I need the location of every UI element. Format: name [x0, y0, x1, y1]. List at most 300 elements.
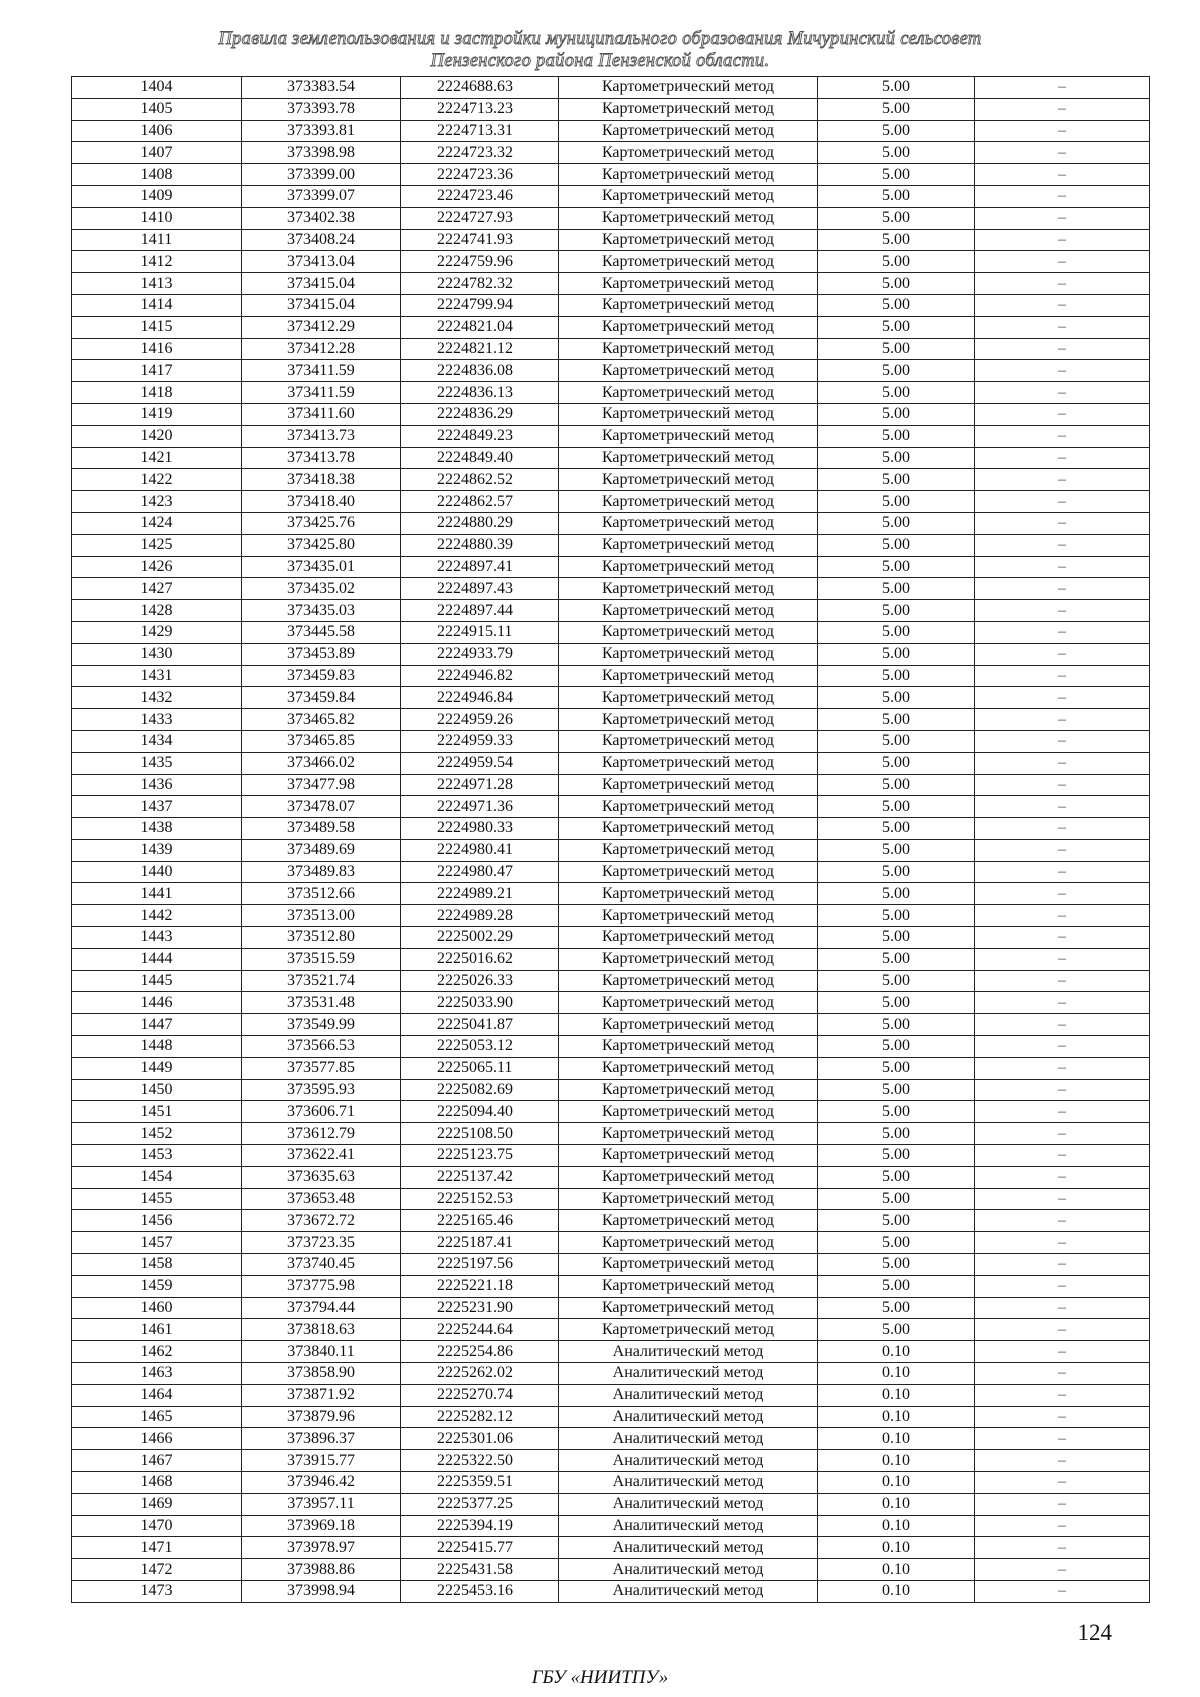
note-cell: – — [975, 491, 1150, 513]
coord-y-cell: 2225026.33 — [401, 970, 559, 992]
method-cell: Картометрический метод — [559, 469, 818, 491]
point-number-cell: 1415 — [72, 316, 242, 338]
coord-x-cell: 373879.96 — [242, 1406, 401, 1428]
point-number-cell: 1416 — [72, 338, 242, 360]
coord-y-cell: 2224849.23 — [401, 425, 559, 447]
accuracy-cell: 0.10 — [818, 1406, 975, 1428]
method-cell: Картометрический метод — [559, 709, 818, 731]
table-row — [72, 665, 1150, 687]
table-row — [72, 1406, 1150, 1428]
point-number-cell: 1466 — [72, 1428, 242, 1450]
method-cell: Аналитический метод — [559, 1406, 818, 1428]
table-row — [72, 512, 1150, 534]
accuracy-cell: 5.00 — [818, 403, 975, 425]
coord-y-cell: 2224849.40 — [401, 447, 559, 469]
coord-y-cell: 2224713.31 — [401, 120, 559, 142]
accuracy-cell: 5.00 — [818, 120, 975, 142]
method-cell: Аналитический метод — [559, 1559, 818, 1581]
point-number-cell: 1409 — [72, 185, 242, 207]
note-cell: – — [975, 1166, 1150, 1188]
coord-x-cell: 373653.48 — [242, 1188, 401, 1210]
accuracy-cell: 5.00 — [818, 1036, 975, 1058]
note-cell: – — [975, 1515, 1150, 1537]
point-number-cell: 1465 — [72, 1406, 242, 1428]
point-number-cell: 1451 — [72, 1101, 242, 1123]
table-row — [72, 1188, 1150, 1210]
note-cell: – — [975, 709, 1150, 731]
note-cell: – — [975, 1472, 1150, 1494]
point-number-cell: 1441 — [72, 883, 242, 905]
coord-x-cell: 373399.07 — [242, 185, 401, 207]
accuracy-cell: 5.00 — [818, 1079, 975, 1101]
accuracy-cell: 5.00 — [818, 905, 975, 927]
table-row — [72, 207, 1150, 229]
point-number-cell: 1459 — [72, 1275, 242, 1297]
coord-y-cell: 2224897.43 — [401, 578, 559, 600]
accuracy-cell: 5.00 — [818, 534, 975, 556]
coord-y-cell: 2224980.47 — [401, 861, 559, 883]
table-row — [72, 229, 1150, 251]
note-cell: – — [975, 1188, 1150, 1210]
method-cell: Аналитический метод — [559, 1493, 818, 1515]
method-cell: Картометрический метод — [559, 730, 818, 752]
note-cell: – — [975, 927, 1150, 949]
method-cell: Картометрический метод — [559, 1145, 818, 1167]
coord-y-cell: 2225231.90 — [401, 1297, 559, 1319]
note-cell: – — [975, 621, 1150, 643]
table-row — [72, 600, 1150, 622]
note-cell: – — [975, 316, 1150, 338]
coord-y-cell: 2225415.77 — [401, 1537, 559, 1559]
method-cell: Картометрический метод — [559, 883, 818, 905]
coord-y-cell: 2224897.41 — [401, 556, 559, 578]
note-cell: – — [975, 1014, 1150, 1036]
coord-y-cell: 2224782.32 — [401, 273, 559, 295]
coord-y-cell: 2225094.40 — [401, 1101, 559, 1123]
method-cell: Аналитический метод — [559, 1515, 818, 1537]
coord-y-cell: 2225065.11 — [401, 1057, 559, 1079]
point-number-cell: 1446 — [72, 992, 242, 1014]
table-row — [72, 338, 1150, 360]
accuracy-cell: 5.00 — [818, 709, 975, 731]
accuracy-cell: 5.00 — [818, 643, 975, 665]
method-cell: Картометрический метод — [559, 1275, 818, 1297]
coord-y-cell: 2225394.19 — [401, 1515, 559, 1537]
coord-x-cell: 373858.90 — [242, 1363, 401, 1385]
coord-y-cell: 2224933.79 — [401, 643, 559, 665]
coord-x-cell: 373383.54 — [242, 77, 401, 99]
method-cell: Аналитический метод — [559, 1384, 818, 1406]
point-number-cell: 1412 — [72, 251, 242, 273]
note-cell: – — [975, 164, 1150, 186]
coord-x-cell: 373415.04 — [242, 294, 401, 316]
method-cell: Аналитический метод — [559, 1341, 818, 1363]
coord-x-cell: 373978.97 — [242, 1537, 401, 1559]
note-cell: – — [975, 1275, 1150, 1297]
coord-x-cell: 373531.48 — [242, 992, 401, 1014]
accuracy-cell: 5.00 — [818, 796, 975, 818]
page-footer: ГБУ «НИИТПУ» — [531, 1667, 669, 1688]
method-cell: Картометрический метод — [559, 839, 818, 861]
table-row — [72, 120, 1150, 142]
method-cell: Картометрический метод — [559, 403, 818, 425]
method-cell: Картометрический метод — [559, 534, 818, 556]
accuracy-cell: 5.00 — [818, 992, 975, 1014]
point-number-cell: 1461 — [72, 1319, 242, 1341]
coord-x-cell: 373577.85 — [242, 1057, 401, 1079]
coord-y-cell: 2225137.42 — [401, 1166, 559, 1188]
point-number-cell: 1448 — [72, 1036, 242, 1058]
note-cell: – — [975, 643, 1150, 665]
accuracy-cell: 5.00 — [818, 883, 975, 905]
coord-y-cell: 2224959.33 — [401, 730, 559, 752]
coord-x-cell: 373606.71 — [242, 1101, 401, 1123]
note-cell: – — [975, 1057, 1150, 1079]
coord-y-cell: 2225123.75 — [401, 1145, 559, 1167]
coord-x-cell: 373513.00 — [242, 905, 401, 927]
accuracy-cell: 5.00 — [818, 1014, 975, 1036]
table-row — [72, 1580, 1150, 1602]
accuracy-cell: 5.00 — [818, 382, 975, 404]
note-cell: – — [975, 687, 1150, 709]
point-number-cell: 1408 — [72, 164, 242, 186]
point-number-cell: 1421 — [72, 447, 242, 469]
point-number-cell: 1429 — [72, 621, 242, 643]
accuracy-cell: 0.10 — [818, 1493, 975, 1515]
point-number-cell: 1406 — [72, 120, 242, 142]
accuracy-cell: 0.10 — [818, 1450, 975, 1472]
point-number-cell: 1430 — [72, 643, 242, 665]
accuracy-cell: 5.00 — [818, 578, 975, 600]
coord-y-cell: 2224723.46 — [401, 185, 559, 207]
coord-y-cell: 2224821.12 — [401, 338, 559, 360]
coord-y-cell: 2224989.28 — [401, 905, 559, 927]
table-row — [72, 752, 1150, 774]
method-cell: Картометрический метод — [559, 948, 818, 970]
accuracy-cell: 5.00 — [818, 970, 975, 992]
coord-y-cell: 2224836.29 — [401, 403, 559, 425]
point-number-cell: 1454 — [72, 1166, 242, 1188]
point-number-cell: 1450 — [72, 1079, 242, 1101]
coord-x-cell: 373818.63 — [242, 1319, 401, 1341]
table-row — [72, 818, 1150, 840]
accuracy-cell: 5.00 — [818, 185, 975, 207]
method-cell: Картометрический метод — [559, 1036, 818, 1058]
coord-y-cell: 2224959.26 — [401, 709, 559, 731]
method-cell: Картометрический метод — [559, 338, 818, 360]
table-row — [72, 1014, 1150, 1036]
note-cell: – — [975, 578, 1150, 600]
coord-y-cell: 2224821.04 — [401, 316, 559, 338]
table-row — [72, 578, 1150, 600]
accuracy-cell: 5.00 — [818, 1188, 975, 1210]
coord-x-cell: 373445.58 — [242, 621, 401, 643]
point-number-cell: 1452 — [72, 1123, 242, 1145]
point-number-cell: 1471 — [72, 1537, 242, 1559]
point-number-cell: 1428 — [72, 600, 242, 622]
coord-y-cell: 2224980.41 — [401, 839, 559, 861]
coord-x-cell: 373512.66 — [242, 883, 401, 905]
accuracy-cell: 0.10 — [818, 1384, 975, 1406]
method-cell: Картометрический метод — [559, 621, 818, 643]
method-cell: Картометрический метод — [559, 1014, 818, 1036]
point-number-cell: 1440 — [72, 861, 242, 883]
coord-y-cell: 2225041.87 — [401, 1014, 559, 1036]
coord-y-cell: 2224713.23 — [401, 98, 559, 120]
point-number-cell: 1422 — [72, 469, 242, 491]
table-row — [72, 142, 1150, 164]
method-cell: Картометрический метод — [559, 774, 818, 796]
coord-x-cell: 373515.59 — [242, 948, 401, 970]
coord-y-cell: 2224723.36 — [401, 164, 559, 186]
point-number-cell: 1444 — [72, 948, 242, 970]
coord-x-cell: 373969.18 — [242, 1515, 401, 1537]
note-cell: – — [975, 818, 1150, 840]
coord-y-cell: 2225301.06 — [401, 1428, 559, 1450]
coord-x-cell: 373415.04 — [242, 273, 401, 295]
coord-y-cell: 2224836.08 — [401, 360, 559, 382]
method-cell: Картометрический метод — [559, 447, 818, 469]
accuracy-cell: 5.00 — [818, 665, 975, 687]
coord-y-cell: 2225108.50 — [401, 1123, 559, 1145]
method-cell: Картометрический метод — [559, 360, 818, 382]
table-row — [72, 1145, 1150, 1167]
table-row — [72, 1428, 1150, 1450]
accuracy-cell: 5.00 — [818, 469, 975, 491]
point-number-cell: 1426 — [72, 556, 242, 578]
note-cell: – — [975, 360, 1150, 382]
accuracy-cell: 5.00 — [818, 774, 975, 796]
accuracy-cell: 5.00 — [818, 730, 975, 752]
coord-x-cell: 373435.02 — [242, 578, 401, 600]
coord-y-cell: 2225033.90 — [401, 992, 559, 1014]
point-number-cell: 1425 — [72, 534, 242, 556]
coord-y-cell: 2225053.12 — [401, 1036, 559, 1058]
coord-y-cell: 2225082.69 — [401, 1079, 559, 1101]
coord-x-cell: 373459.83 — [242, 665, 401, 687]
method-cell: Картометрический метод — [559, 556, 818, 578]
table-row — [72, 556, 1150, 578]
note-cell: – — [975, 77, 1150, 99]
table-row — [72, 98, 1150, 120]
table-row — [72, 316, 1150, 338]
note-cell: – — [975, 1101, 1150, 1123]
coordinates-table — [71, 76, 1150, 1603]
note-cell: – — [975, 774, 1150, 796]
accuracy-cell: 5.00 — [818, 927, 975, 949]
table-row — [72, 1515, 1150, 1537]
table-row — [72, 687, 1150, 709]
accuracy-cell: 5.00 — [818, 752, 975, 774]
note-cell: – — [975, 142, 1150, 164]
table-row — [72, 1297, 1150, 1319]
method-cell: Аналитический метод — [559, 1537, 818, 1559]
table-row — [72, 403, 1150, 425]
table-row — [72, 447, 1150, 469]
table-row — [72, 1210, 1150, 1232]
table-row — [72, 796, 1150, 818]
point-number-cell: 1467 — [72, 1450, 242, 1472]
point-number-cell: 1464 — [72, 1384, 242, 1406]
coord-y-cell: 2225262.02 — [401, 1363, 559, 1385]
table-row — [72, 1057, 1150, 1079]
coord-y-cell: 2224727.93 — [401, 207, 559, 229]
coord-y-cell: 2224723.32 — [401, 142, 559, 164]
method-cell: Аналитический метод — [559, 1428, 818, 1450]
method-cell: Картометрический метод — [559, 1101, 818, 1123]
note-cell: – — [975, 556, 1150, 578]
table-row — [72, 360, 1150, 382]
note-cell: – — [975, 1428, 1150, 1450]
method-cell: Картометрический метод — [559, 578, 818, 600]
coord-y-cell: 2225270.74 — [401, 1384, 559, 1406]
method-cell: Картометрический метод — [559, 229, 818, 251]
accuracy-cell: 5.00 — [818, 512, 975, 534]
point-number-cell: 1419 — [72, 403, 242, 425]
table-row — [72, 1493, 1150, 1515]
coord-y-cell: 2224836.13 — [401, 382, 559, 404]
note-cell: – — [975, 1493, 1150, 1515]
coord-x-cell: 373453.89 — [242, 643, 401, 665]
point-number-cell: 1418 — [72, 382, 242, 404]
method-cell: Картометрический метод — [559, 905, 818, 927]
coordinates-table-body — [72, 77, 1150, 1603]
table-row — [72, 1363, 1150, 1385]
table-row — [72, 1101, 1150, 1123]
method-cell: Картометрический метод — [559, 425, 818, 447]
coord-x-cell: 373412.29 — [242, 316, 401, 338]
point-number-cell: 1473 — [72, 1580, 242, 1602]
coord-x-cell: 373775.98 — [242, 1275, 401, 1297]
table-row — [72, 1319, 1150, 1341]
accuracy-cell: 5.00 — [818, 77, 975, 99]
method-cell: Картометрический метод — [559, 1319, 818, 1341]
method-cell: Картометрический метод — [559, 251, 818, 273]
method-cell: Картометрический метод — [559, 77, 818, 99]
table-row — [72, 621, 1150, 643]
page-header — [0, 28, 1200, 72]
table-row — [72, 883, 1150, 905]
point-number-cell: 1463 — [72, 1363, 242, 1385]
coord-x-cell: 373794.44 — [242, 1297, 401, 1319]
method-cell: Картометрический метод — [559, 1166, 818, 1188]
coord-x-cell: 373489.69 — [242, 839, 401, 861]
note-cell: – — [975, 796, 1150, 818]
coord-y-cell: 2225152.53 — [401, 1188, 559, 1210]
accuracy-cell: 5.00 — [818, 338, 975, 360]
coord-y-cell: 2225377.25 — [401, 1493, 559, 1515]
method-cell: Картометрический метод — [559, 1057, 818, 1079]
coord-x-cell: 373740.45 — [242, 1254, 401, 1276]
point-number-cell: 1423 — [72, 491, 242, 513]
accuracy-cell: 5.00 — [818, 1319, 975, 1341]
coord-x-cell: 373635.63 — [242, 1166, 401, 1188]
accuracy-cell: 0.10 — [818, 1428, 975, 1450]
coord-x-cell: 373946.42 — [242, 1472, 401, 1494]
coord-x-cell: 373413.04 — [242, 251, 401, 273]
point-number-cell: 1453 — [72, 1145, 242, 1167]
coord-x-cell: 373413.78 — [242, 447, 401, 469]
note-cell: – — [975, 1145, 1150, 1167]
method-cell: Картометрический метод — [559, 142, 818, 164]
note-cell: – — [975, 1036, 1150, 1058]
accuracy-cell: 5.00 — [818, 687, 975, 709]
accuracy-cell: 5.00 — [818, 1275, 975, 1297]
point-number-cell: 1436 — [72, 774, 242, 796]
point-number-cell: 1420 — [72, 425, 242, 447]
coord-y-cell: 2224971.28 — [401, 774, 559, 796]
note-cell: – — [975, 425, 1150, 447]
note-cell: – — [975, 730, 1150, 752]
header-line-2: Пензенского района Пензенской области. — [430, 51, 770, 71]
method-cell: Картометрический метод — [559, 600, 818, 622]
method-cell: Картометрический метод — [559, 970, 818, 992]
method-cell: Картометрический метод — [559, 1210, 818, 1232]
accuracy-cell: 5.00 — [818, 1210, 975, 1232]
accuracy-cell: 5.00 — [818, 142, 975, 164]
accuracy-cell: 5.00 — [818, 316, 975, 338]
coord-x-cell: 373459.84 — [242, 687, 401, 709]
table-row — [72, 927, 1150, 949]
method-cell: Аналитический метод — [559, 1472, 818, 1494]
table-row — [72, 1537, 1150, 1559]
point-number-cell: 1469 — [72, 1493, 242, 1515]
point-number-cell: 1470 — [72, 1515, 242, 1537]
accuracy-cell: 0.10 — [818, 1363, 975, 1385]
table-row — [72, 1036, 1150, 1058]
coord-y-cell: 2225322.50 — [401, 1450, 559, 1472]
coord-x-cell: 373521.74 — [242, 970, 401, 992]
note-cell: – — [975, 1079, 1150, 1101]
note-cell: – — [975, 883, 1150, 905]
note-cell: – — [975, 1450, 1150, 1472]
method-cell: Аналитический метод — [559, 1363, 818, 1385]
accuracy-cell: 0.10 — [818, 1472, 975, 1494]
note-cell: – — [975, 294, 1150, 316]
accuracy-cell: 5.00 — [818, 1145, 975, 1167]
coord-x-cell: 373489.83 — [242, 861, 401, 883]
table-row — [72, 469, 1150, 491]
note-cell: – — [975, 469, 1150, 491]
coord-y-cell: 2224862.57 — [401, 491, 559, 513]
table-row — [72, 382, 1150, 404]
table-row — [72, 1166, 1150, 1188]
coord-y-cell: 2224880.39 — [401, 534, 559, 556]
point-number-cell: 1404 — [72, 77, 242, 99]
coord-x-cell: 373418.38 — [242, 469, 401, 491]
coord-y-cell: 2224989.21 — [401, 883, 559, 905]
coord-x-cell: 373411.59 — [242, 360, 401, 382]
point-number-cell: 1472 — [72, 1559, 242, 1581]
coord-x-cell: 373871.92 — [242, 1384, 401, 1406]
coord-x-cell: 373466.02 — [242, 752, 401, 774]
accuracy-cell: 5.00 — [818, 1123, 975, 1145]
note-cell: – — [975, 1384, 1150, 1406]
note-cell: – — [975, 447, 1150, 469]
note-cell: – — [975, 1232, 1150, 1254]
coord-x-cell: 373413.73 — [242, 425, 401, 447]
table-row — [72, 970, 1150, 992]
coord-x-cell: 373408.24 — [242, 229, 401, 251]
note-cell: – — [975, 251, 1150, 273]
point-number-cell: 1413 — [72, 273, 242, 295]
note-cell: – — [975, 992, 1150, 1014]
point-number-cell: 1457 — [72, 1232, 242, 1254]
point-number-cell: 1447 — [72, 1014, 242, 1036]
coord-y-cell: 2225359.51 — [401, 1472, 559, 1494]
note-cell: – — [975, 1210, 1150, 1232]
note-cell: – — [975, 207, 1150, 229]
